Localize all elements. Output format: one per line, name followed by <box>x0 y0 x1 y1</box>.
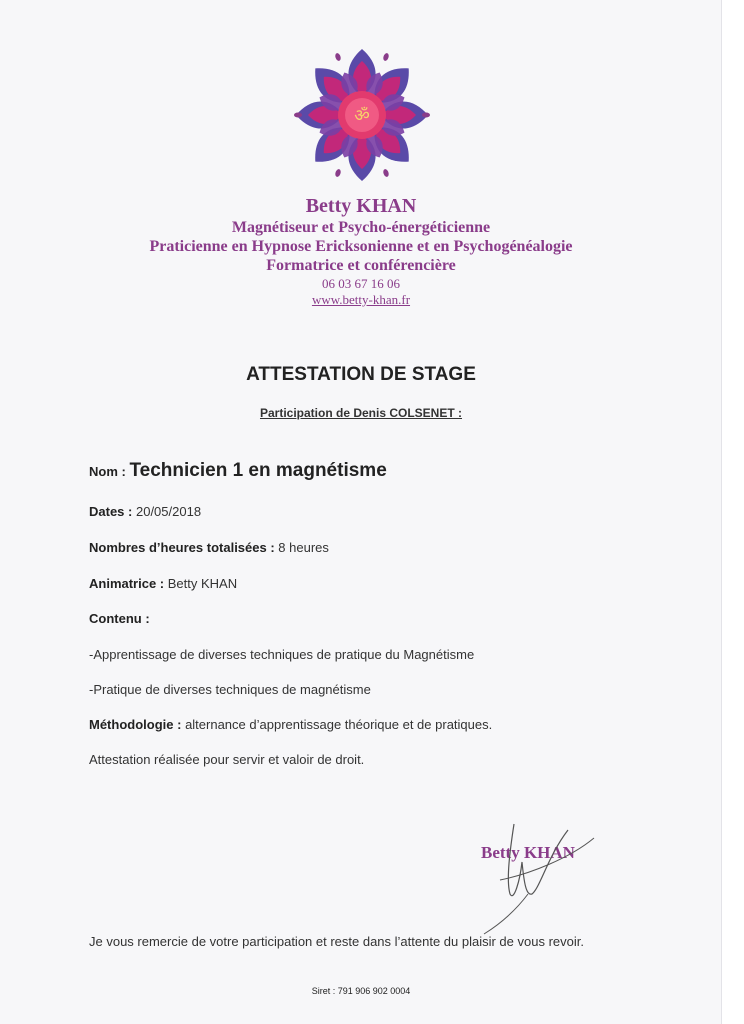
nom-label: Nom : <box>89 464 126 479</box>
signature-name: Betty KHAN <box>481 843 575 862</box>
dates-label: Dates : <box>89 504 133 519</box>
participation-line <box>0 406 722 420</box>
handwritten-signature <box>470 810 600 940</box>
nom-value: Technicien 1 en magnétisme <box>129 460 387 481</box>
siret-number: Siret : 791 906 902 0004 <box>311 986 411 996</box>
om-symbol: ॐ <box>354 106 370 126</box>
closing-text: Je vous remercie de votre participation et reste dans l’attente du plaisir de vous revoir. <box>89 934 584 949</box>
header-name: Betty KHAN <box>305 195 417 217</box>
lotus-logo <box>291 44 433 186</box>
animatrice-value: Betty KHAN <box>167 576 238 591</box>
header-website-link[interactable]: www.betty-khan.fr <box>311 292 411 307</box>
header-profession-1: Magnétiseur et Psycho-énergéticienne <box>231 219 491 236</box>
dates-value: 20/05/2018 <box>135 504 202 519</box>
heures-label: Nombres d’heures totalisées : <box>89 540 275 555</box>
participation-text: Participation de Denis COLSENET : <box>259 406 463 420</box>
attestation-text: Attestation réalisée pour servir et valoir de droit. <box>89 752 365 767</box>
contenu-label: Contenu : <box>89 611 150 626</box>
header-phone: 06 03 67 16 06 <box>322 276 400 291</box>
header-profession-3: Formatrice et conférencière <box>266 257 456 274</box>
contenu-line <box>89 611 150 626</box>
document-title: ATTESTATION DE STAGE <box>246 364 476 385</box>
nom-line <box>89 460 387 482</box>
dates-line <box>89 504 201 519</box>
methodologie-label: Méthodologie : <box>89 717 182 732</box>
animatrice-label: Animatrice : <box>89 576 165 591</box>
methodologie-value: alternance d’apprentissage théorique et de pratiques. <box>185 717 493 732</box>
contenu-item: -Pratique de diverses techniques de magnétisme <box>89 682 371 697</box>
methodologie-line <box>89 717 492 732</box>
heures-line <box>89 540 329 555</box>
header-profession-2: Praticienne en Hypnose Ericksonienne et en Psychogénéalogie <box>149 238 573 255</box>
animatrice-line <box>89 576 237 591</box>
heures-value: 8 heures <box>278 540 329 555</box>
contenu-item: -Apprentissage de diverses techniques de pratique du Magnétisme <box>89 647 475 662</box>
